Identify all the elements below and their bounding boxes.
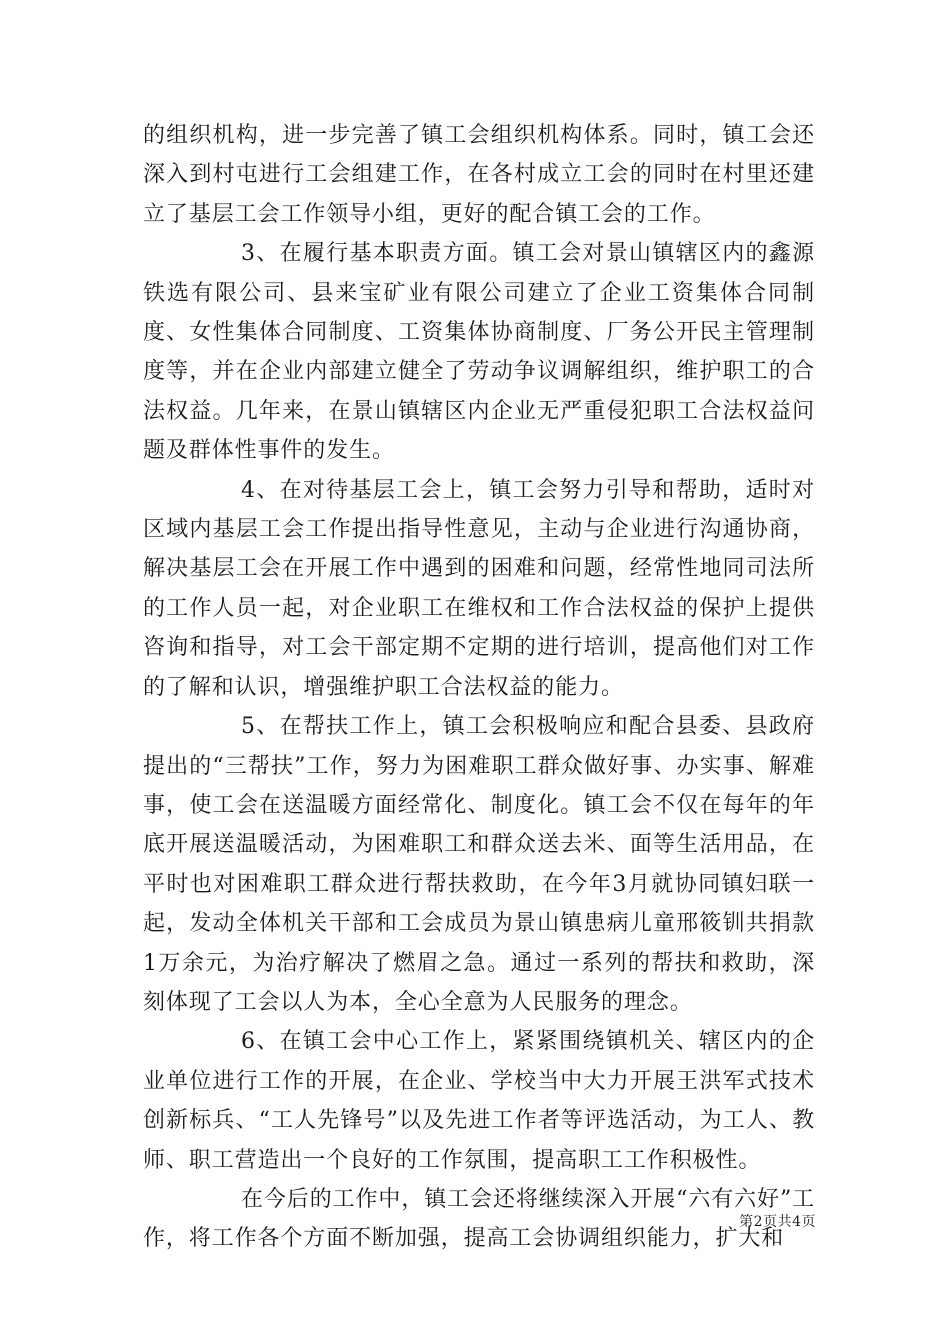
paragraph-item-5: 5、在帮扶工作上，镇工会积极响应和配合县委、县政府提出的“三帮扶”工作，努力为困难职工群众做好事、办实事、解难事，使工会在送温暖方面经常化、制度化。镇工会不仅在每年的年底开展送温暖活动，为困难职工和群众送去米、面等生活用品，在平时也对困难职工群众进行帮扶救助，在今年3月就协同镇妇联一起，发动全体机关干部和工会成员为景山镇患病儿童邢筱钏共捐款1万余元，为治疗解决了燃眉之急。通过一系列的帮扶和救助，深刻体现了工会以人为本，全心全意为人民服务的理念。 bbox=[143, 714, 815, 1015]
paragraph-future-work: 在今后的工作中，镇工会还将继续深入开展“六有六好”工作，将工作各个方面不断加强，提高工会协调组织能力，扩大和 bbox=[143, 1186, 815, 1252]
paragraph-item-4: 4、在对待基层工会上，镇工会努力引导和帮助，适时对区域内基层工会工作提出指导性意见，主动与企业进行沟通协商，解决基层工会在开展工作中遇到的困难和问题，经常性地同司法所的工作人员一起，对企业职工在维权和工作合法权益的保护上提供咨询和指导，对工会干部定期不定期的进行培训，提高他们对工作的了解和认识，增强维护职工合法权益的能力。 bbox=[143, 477, 815, 700]
paragraph-continued: 的组织机构，进一步完善了镇工会组织机构体系。同时，镇工会还深入到村屯进行工会组建工作，在各村成立工会的同时在村里还建立了基层工会工作领导小组，更好的配合镇工会的工作。 bbox=[143, 123, 815, 227]
page-number-footer: 第2页共4页 bbox=[739, 1214, 816, 1230]
paragraph-item-6: 6、在镇工会中心工作上，紧紧围绕镇机关、辖区内的企业单位进行工作的开展，在企业、学校当中大力开展王洪军式技术创新标兵、“工人先锋号”以及先进工作者等评选活动，为工人、教师、职工营造出一个良好的工作氛围，提高职工工作积极性。 bbox=[143, 1029, 815, 1173]
body-text bbox=[143, 116, 815, 1259]
paragraph-item-3: 3、在履行基本职责方面。镇工会对景山镇辖区内的鑫源铁选有限公司、县来宝矿业有限公司建立了企业工资集体合同制度、女性集体合同制度、工资集体协商制度、厂务公开民主管理制度等，并在企业内部建立健全了劳动争议调解组织，维护职工的合法权益。几年来，在景山镇辖区内企业无严重侵犯职工合法权益问题及群体性事件的发生。 bbox=[143, 241, 815, 464]
